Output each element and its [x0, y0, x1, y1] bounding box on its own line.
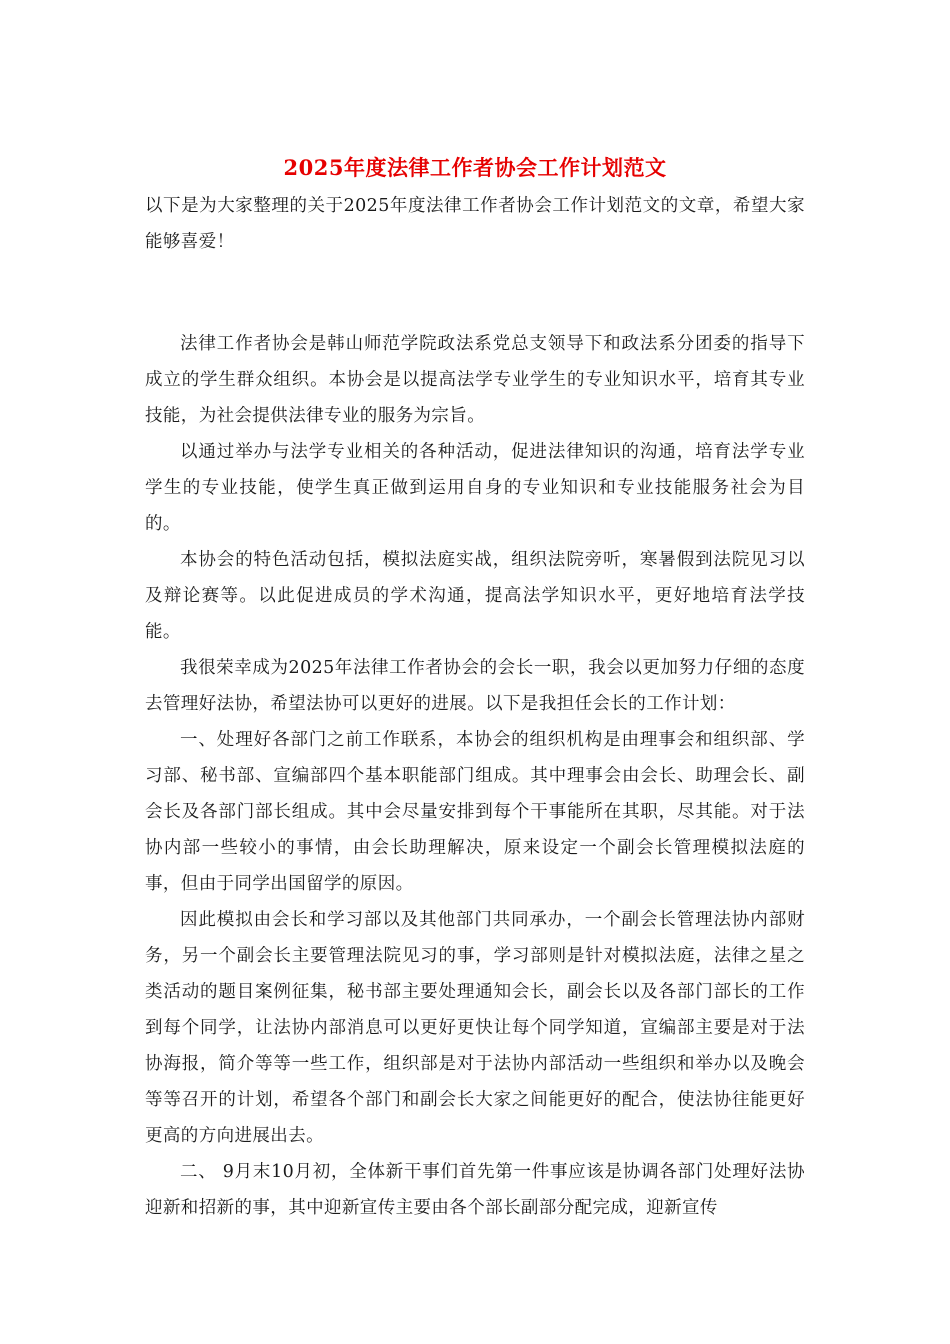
- body-paragraph-2: 以通过举办与法学专业相关的各种活动，促进法律知识的沟通，培育法学专业学生的专业技能，使学生真正做到运用自身的专业知识和专业技能服务社会为目的。: [145, 442, 805, 534]
- body-paragraph-7: 二、 9月末10月初，全体新干事们首先第一件事应该是协调各部门处理好法协迎新和招新的事，其中迎新宣传主要由各个部长副部分配完成，迎新宣传: [145, 1162, 805, 1218]
- body-paragraph-3: 本协会的特色活动包括，模拟法庭实战，组织法院旁听，寒暑假到法院见习以及辩论赛等。以此促进成员的学术沟通，提高法学知识水平，更好地培育法学技能。: [145, 550, 805, 642]
- body-paragraph-6: 因此模拟由会长和学习部以及其他部门共同承办，一个副会长管理法协内部财务，另一个副会长主要管理法院见习的事，学习部则是针对模拟法庭，法律之星之类活动的题目案例征集，秘书部主要处理通知会长，副会长以及各部门部长的工作到每个同学，让法协内部消息可以更好更快让每个同学知道，宣编部主要是对于法协海报，简介等等一些工作，组织部是对于法协内部活动一些组织和举办以及晚会等等召开的计划，希望各个部门和副会长大家之间能更好的配合，使法协往能更好更高的方向进展出去。: [145, 910, 805, 1146]
- intro-paragraph: 以下是为大家整理的关于2025年度法律工作者协会工作计划范文的文章，希望大家能够喜爱！: [145, 196, 805, 252]
- blank-line: [145, 260, 805, 326]
- body-paragraph-4: 我很荣幸成为2025年法律工作者协会的会长一职，我会以更加努力仔细的态度去管理好法协，希望法协可以更好的进展。以下是我担任会长的工作计划：: [145, 658, 805, 714]
- document-title: 2025年度法律工作者协会工作计划范文: [283, 155, 667, 180]
- document-page: [145, 152, 805, 1226]
- body-paragraph-1: 法律工作者协会是韩山师范学院政法系党总支领导下和政法系分团委的指导下成立的学生群众组织。本协会是以提高法学专业学生的专业知识水平，培育其专业技能，为社会提供法律专业的服务为宗旨。: [145, 334, 805, 426]
- body-paragraph-5: 一、处理好各部门之前工作联系，本协会的组织机构是由理事会和组织部、学习部、秘书部、宣编部四个基本职能部门组成。其中理事会由会长、助理会长、副会长及各部门部长组成。其中会尽量安排到每个干事能所在其职，尽其能。对于法协内部一些较小的事情，由会长助理解决，原来设定一个副会长管理模拟法庭的事，但由于同学出国留学的原因。: [145, 730, 805, 894]
